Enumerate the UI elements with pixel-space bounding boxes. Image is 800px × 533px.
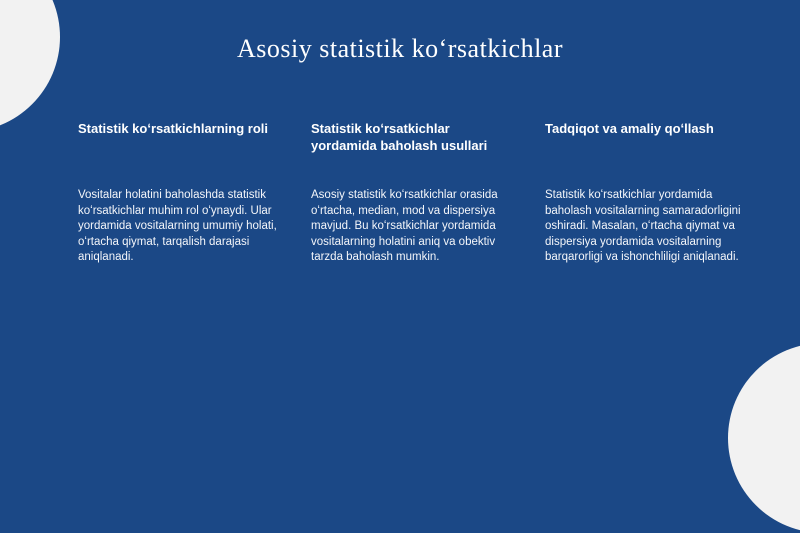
slide-title: Asosiy statistik koʻrsatkichlar: [236, 34, 563, 63]
column-role: [78, 120, 278, 266]
decorative-circle-bottom-right: [728, 343, 800, 533]
column-heading: Statistik koʻrsatkichlar yordamida baholash usullari: [311, 121, 488, 153]
column-body: Vositalar holatini baholashda statistik koʻrsatkichlar muhim rol oʻynaydi. Ular yordamida vositalarning umumiy holati, oʻrtacha qiymat, tarqalish darajasi aniqlanadi.: [78, 189, 277, 263]
decorative-circle-top-left: [0, 0, 60, 132]
column-body: Asosiy statistik koʻrsatkichlar orasida oʻrtacha, median, mod va dispersiya mavjud. Bu koʻrsatkichlar yordamida vositalarning holatini aniq va obektiv tarzda baholash mumkin.: [311, 189, 498, 263]
column-application: [545, 120, 745, 266]
column-heading: Statistik koʻrsatkichlarning roli: [78, 121, 268, 136]
column-methods: [311, 120, 511, 266]
column-body: Statistik koʻrsatkichlar yordamida baholash vositalarning samaradorligini oshiradi. Masalan, oʻrtacha qiymat va dispersiya yordamida vositalarning barqarorligi va ishonchliligi aniqlanadi.: [545, 189, 741, 263]
column-heading: Tadqiqot va amaliy qoʻllash: [545, 121, 714, 136]
